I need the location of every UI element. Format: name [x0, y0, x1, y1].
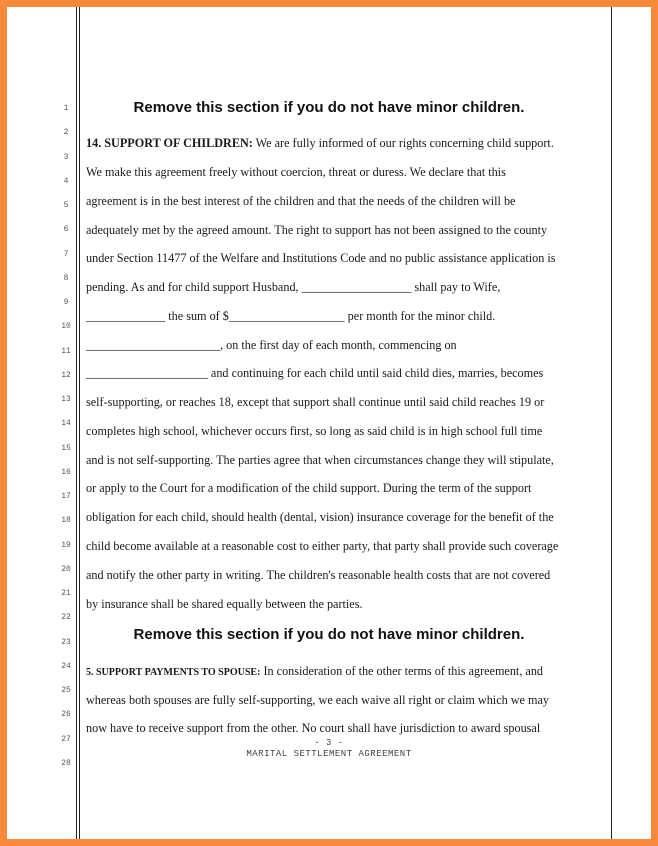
line-number: 13	[61, 395, 71, 404]
line-number: 1	[63, 104, 69, 113]
section14-line-9: ____________________ and continuing for each child until said child dies, marries, becomes	[86, 366, 544, 380]
line-number: 22	[61, 613, 71, 623]
section14-line-14: obligation for each child, should health (dental, vision) insurance coverage for the benefit of the	[86, 510, 554, 524]
line-number: 24	[61, 661, 71, 671]
document-page	[7, 7, 651, 839]
line-number: 10	[61, 322, 71, 332]
section15-label: 5. SUPPORT PAYMENTS TO SPOUSE:	[86, 667, 261, 678]
line-number: 16	[61, 467, 71, 477]
line-number: 2	[63, 128, 69, 138]
section14-line-16: and notify the other party in writing. The children's reasonable health costs that are not covered	[86, 568, 551, 582]
section14-line-8: ______________________, on the first day of each month, commencing on	[86, 338, 457, 352]
line-number: 14	[61, 419, 71, 429]
line-number: 27	[61, 734, 71, 744]
section14-line-11: completes high school, whichever occurs first, so long as said child is in high school full time	[86, 424, 543, 438]
section15-line-2: whereas both spouses are fully self-supporting, we each waive all right or claim which we may	[86, 693, 549, 707]
section14-line-2: We make this agreement freely without coercion, threat or duress. We declare that this	[86, 165, 506, 179]
right-margin-rule	[611, 7, 612, 839]
line-number: 26	[61, 710, 71, 720]
line-number: 6	[63, 225, 69, 235]
line-number: 19	[61, 540, 71, 550]
section14-line-7: _____________ the sum of $___________________ per month for the minor child.	[86, 309, 496, 323]
line-number: 21	[61, 589, 71, 598]
section14-line-10: self-supporting, or reaches 18, except that support shall continue until said child reaches 19 or	[86, 395, 545, 409]
footer-page-number: - 3 -	[314, 738, 344, 748]
section15-line-1: 5. SUPPORT PAYMENTS TO SPOUSE: In consideration of the other terms of this agreement, and	[86, 664, 544, 678]
section14-line-15: child become available at a reasonable cost to either party, that party shall provide such coverage	[86, 539, 559, 553]
line-number: 7	[63, 249, 69, 259]
line-number: 3	[63, 152, 69, 162]
line-number: 23	[61, 637, 71, 647]
line-number: 12	[61, 370, 71, 380]
heading-remove-section-2: Remove this section if you do not have minor children.	[133, 626, 525, 643]
left-margin-rule	[76, 7, 77, 839]
section14-line-12: and is not self-supporting. The parties agree that when circumstances change they will stipulate,	[86, 453, 554, 467]
line-number: 28	[61, 758, 71, 768]
section14-line-3: agreement is in the best interest of the children and that the needs of the children will be	[86, 194, 516, 208]
line-number: 11	[61, 346, 71, 356]
line-number: 18	[61, 516, 71, 526]
line-number: 25	[61, 686, 71, 695]
section14-line-13: or apply to the Court for a modification of the child support. During the term of the support	[86, 481, 532, 495]
left-margin-rule-inner	[79, 7, 80, 839]
footer-document-title: MARITAL SETTLEMENT AGREEMENT	[246, 749, 412, 759]
line-number: 17	[61, 492, 71, 501]
line-number: 4	[63, 176, 69, 186]
line-number: 8	[63, 273, 69, 283]
section15-line-3: now have to receive support from the other. No court shall have jurisdiction to award spousal	[86, 721, 541, 735]
heading-remove-section-1: Remove this section if you do not have minor children.	[133, 99, 525, 116]
section14-line-17: by insurance shall be shared equally between the parties.	[86, 597, 363, 611]
section14-line-5: under Section 11477 of the Welfare and Institutions Code and no public assistance application is	[86, 251, 556, 265]
line-number: 9	[63, 298, 69, 307]
line-number: 15	[61, 443, 71, 453]
section14-line-4: adequately met by the agreed amount. The right to support has not been assigned to the county	[86, 223, 548, 237]
section14-line-6: pending. As and for child support Husband, __________________ shall pay to Wife,	[86, 280, 501, 294]
section14-line-1: 14. SUPPORT OF CHILDREN: We are fully informed of our rights concerning child support.	[86, 136, 554, 150]
line-number: 5	[63, 201, 69, 210]
section14-label: 14. SUPPORT OF CHILDREN:	[86, 136, 253, 150]
line-number: 20	[61, 564, 71, 574]
